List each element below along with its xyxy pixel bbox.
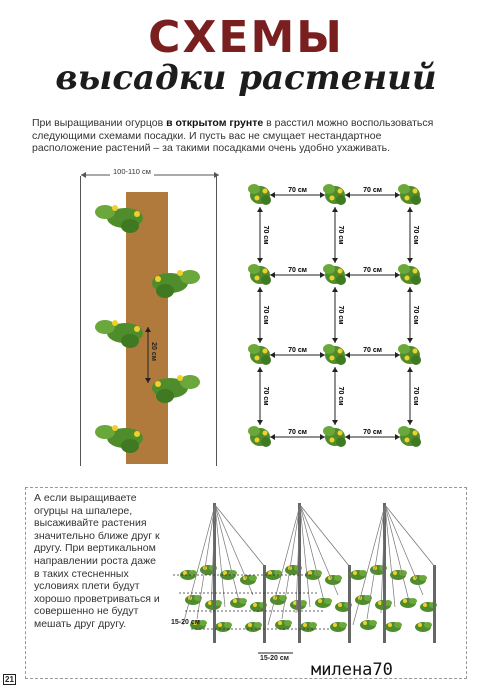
cucumber-plant-icon [95,205,143,233]
bed-guide-left [80,176,81,466]
grid-v-label: 70 см [412,305,419,325]
grid-h-label: 70 см [288,267,307,274]
arrowhead-icon [407,207,413,212]
grid-h-label: 70 см [288,429,307,436]
arrowhead-icon [345,352,350,358]
cucumber-plant-icon [415,622,432,632]
arrowhead-icon [332,367,338,372]
grid-planting-diagram [240,175,440,465]
cucumber-plant-icon [248,344,271,365]
cucumber-plant-icon [350,570,367,580]
cucumber-plant-icon [330,622,347,632]
arrowhead-icon [270,352,275,358]
arrowhead-icon [270,192,275,198]
title-line-2: высадки растений [55,58,437,98]
cucumber-plant-icon [398,184,421,205]
trellis-vertical-spacing-label: 15-20 см [171,619,200,626]
cucumber-plant-icon [360,620,377,630]
arrowhead-icon [407,287,413,292]
grid-h-label: 70 см [363,187,382,194]
cucumber-plant-icon [398,264,421,285]
arrowhead-icon [257,287,263,292]
arrowhead-icon [345,434,350,440]
arrowhead-icon [332,338,338,343]
cucumber-plant-icon [95,320,143,348]
trellis-string [385,505,395,607]
grid-v-label: 70 см [337,386,344,406]
arrowhead-icon [320,192,325,198]
arrowhead-icon [395,352,400,358]
grid-v-label: 70 см [412,386,419,406]
cucumber-plant-icon [323,344,346,365]
bed-guide-right [216,176,217,466]
cucumber-plant-icon [323,264,346,285]
cucumber-plant-icon [152,375,200,403]
arrowhead-icon [257,367,263,372]
cucumber-plant-icon [398,344,421,365]
grid-h-label: 70 см [288,187,307,194]
arrowhead-icon [407,258,413,263]
cucumber-plant-icon [152,270,200,298]
arrowhead-icon [332,420,338,425]
arrowhead-icon [257,338,263,343]
page-number: 21 [5,675,14,684]
grid-h-label: 70 см [363,429,382,436]
arrowhead-icon [257,207,263,212]
cucumber-plant-icon [300,622,317,632]
grid-h-label: 70 см [363,347,382,354]
cucumber-plant-icon [385,622,402,632]
cucumber-plant-icon [248,184,271,205]
arrowhead-icon [407,367,413,372]
cucumber-plant-icon [248,426,271,447]
arrowhead-icon [270,272,275,278]
cucumber-plant-icon [323,184,346,205]
intro-paragraph [32,117,452,155]
grid-v-label: 70 см [262,225,269,245]
trellis-horizontal-spacing-label: 15-20 см [260,655,289,662]
trellis-post [433,565,436,643]
arrowhead-icon [332,287,338,292]
cucumber-plant-icon [245,622,262,632]
grid-h-label: 70 см [288,347,307,354]
bed-spacing-label: 20 см [149,342,157,361]
arrowhead-icon [270,434,275,440]
cucumber-plant-icon [215,622,232,632]
arrowhead-icon [320,272,325,278]
trellis-diagram [163,495,463,665]
arrowhead-icon [257,420,263,425]
arrowhead-icon [332,207,338,212]
grid-h-label: 70 см [363,267,382,274]
cucumber-plant-icon [95,425,143,453]
arrowhead-icon [320,434,325,440]
watermark-text: милена70 [311,660,393,680]
intro-part-2: в расстил можно воспользоваться следующими схемами посадки. И пусть вас не смущает нестандартное расположение растений – за такими посадками очень удобно ухаживать. [32,117,434,154]
arrowhead-icon [407,338,413,343]
trellis-string [215,505,225,607]
trellis-string [300,505,310,607]
arrowhead-icon [407,420,413,425]
arrowhead-icon [395,434,400,440]
arrowhead-icon [395,192,400,198]
bed-width-label: 100-110 см [110,167,154,176]
bed-plants [85,188,215,478]
cucumber-plant-icon [248,264,271,285]
grid-v-label: 70 см [262,386,269,406]
intro-bold: в открытом грунте [166,117,264,129]
cucumber-plant-icon [398,426,421,447]
arrowhead-icon [345,192,350,198]
arrowhead-icon [332,258,338,263]
grid-v-label: 70 см [262,305,269,325]
cucumber-plant-icon [275,620,292,630]
trellis-text: А если выращиваете огурцы на шпалере, высаживайте растения значительно ближе друг к другу. При вертикальном направлении роста даже в таких стесненных условиях плети будут хорошо проветриваться и совершенно не будут мешать друг другу. [34,492,160,630]
arrowhead-icon [320,352,325,358]
grid-v-label: 70 см [337,225,344,245]
grid-v-label: 70 см [337,305,344,325]
arrowhead-icon [345,272,350,278]
title-line-1: СХЕМЫ [148,12,344,63]
arrowhead-icon [395,272,400,278]
arrowhead-icon [257,258,263,263]
cucumber-plant-icon [323,426,346,447]
intro-part-1: При выращивании огурцов [32,117,167,129]
grid-v-label: 70 см [412,225,419,245]
